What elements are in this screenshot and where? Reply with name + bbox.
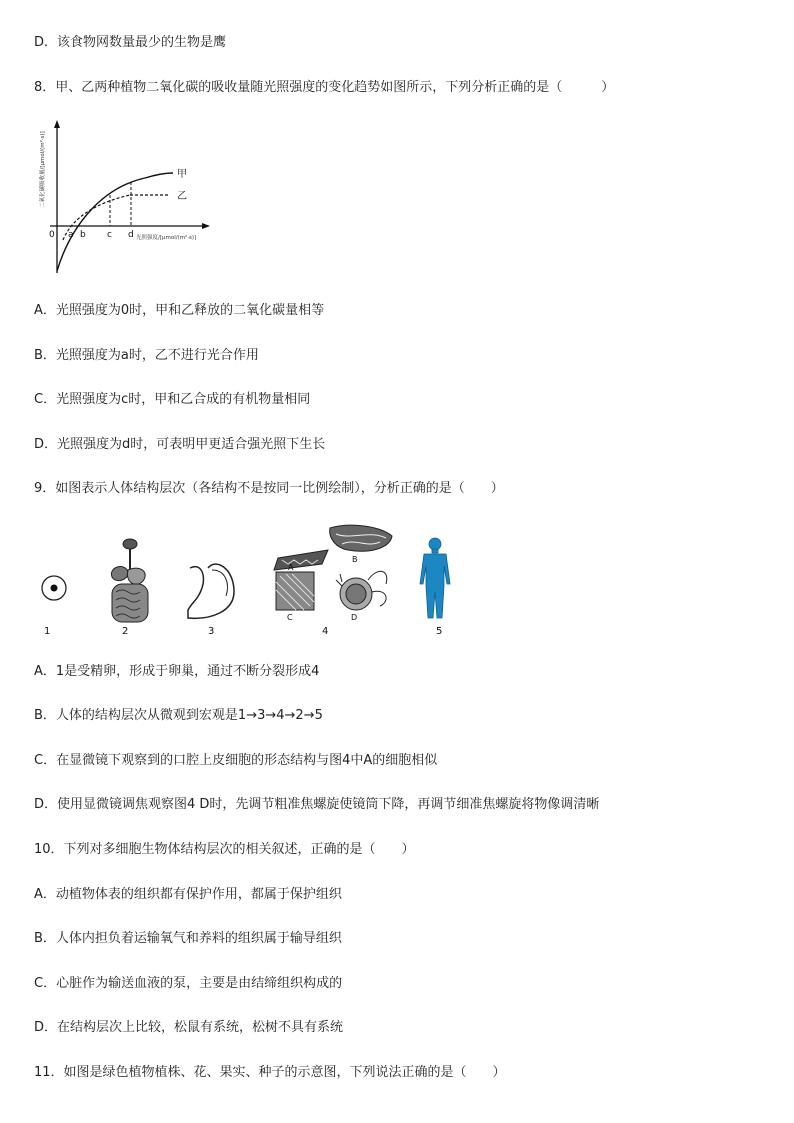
y-axis-arrow [54, 120, 60, 128]
x-axis-label: 光照强度/[μmol/(m²·s)] [136, 235, 197, 241]
x-axis-arrow [202, 223, 210, 229]
label-yi: 乙 [177, 191, 187, 202]
q10-option-d: D．在结构层次上比较，松鼠有系统，松树不具有系统 [34, 1020, 344, 1035]
tissue-label-a: A [288, 563, 294, 572]
label-jia: 甲 [177, 169, 187, 180]
figure-number-4: 4 [322, 626, 329, 637]
q9-figure [30, 522, 480, 640]
y-axis-label: 二氧化碳吸收量/[μmol/(m²·s)] [40, 131, 46, 208]
q8-option-d: D．光照强度为d时，可表明甲更适合强光照下生长 [34, 437, 326, 452]
digestive-system-icon [111, 539, 148, 622]
tissue-label-b: B [352, 555, 358, 564]
tick-a: a [68, 230, 74, 240]
q10-stem: 10．下列对多细胞生物体结构层次的相关叙述，正确的是（ ） [34, 842, 415, 857]
q8-graph [30, 118, 230, 278]
figure-number-2: 2 [122, 626, 129, 637]
q7-option-d: D．该食物网数量最少的生物是鹰 [34, 35, 227, 50]
q10-option-c: C．心脏作为输送血液的泵，主要是由结缔组织构成的 [34, 976, 343, 991]
tissues-icon [274, 525, 392, 622]
stomach-icon [188, 564, 234, 618]
figure-number-1: 1 [44, 626, 51, 637]
q8-option-b: B．光照强度为a时，乙不进行光合作用 [34, 348, 259, 363]
tissue-label-c: C [287, 613, 293, 622]
q11-stem: 11．如图是绿色植物植株、花、果实、种子的示意图，下列说法正确的是（ ） [34, 1065, 506, 1080]
figure-number-5: 5 [436, 626, 443, 637]
q8-option-c: C．光照强度为c时，甲和乙合成的有机物量相同 [34, 392, 311, 407]
human-body-icon [420, 538, 450, 618]
q10-option-a: A．动植物体表的组织都有保护作用，都属于保护组织 [34, 887, 342, 902]
q8-stem: 8．甲、乙两种植物二氧化碳的吸收量随光照强度的变化趋势如图所示，下列分析正确的是（ ） [34, 80, 615, 95]
tick-d: d [128, 230, 134, 240]
q9-option-c: C．在显微镜下观察到的口腔上皮细胞的形态结构与图4中A的细胞相似 [34, 753, 438, 768]
q10-option-b: B．人体内担负着运输氧气和养料的组织属于输导组织 [34, 931, 342, 946]
fertilized-egg-icon [42, 576, 66, 600]
figure-number-3: 3 [208, 626, 215, 637]
q9-option-d: D．使用显微镜调焦观察图4 D时，先调节粗准焦螺旋使镜筒下降，再调节细准焦螺旋将物像调清晰 [34, 797, 600, 812]
origin-label: 0 [49, 230, 55, 240]
tick-c: c [107, 230, 112, 240]
q9-option-b: B．人体的结构层次从微观到宏观是1→3→4→2→5 [34, 708, 323, 723]
q9-stem: 9．如图表示人体结构层次（各结构不是按同一比例绘制），分析正确的是（ ） [34, 481, 504, 496]
tick-b: b [80, 230, 86, 240]
tissue-label-d: D [351, 613, 358, 622]
q8-option-a: A．光照强度为0时，甲和乙释放的二氧化碳量相等 [34, 303, 325, 318]
q9-option-a: A．1是受精卵，形成于卵巢，通过不断分裂形成4 [34, 664, 320, 679]
